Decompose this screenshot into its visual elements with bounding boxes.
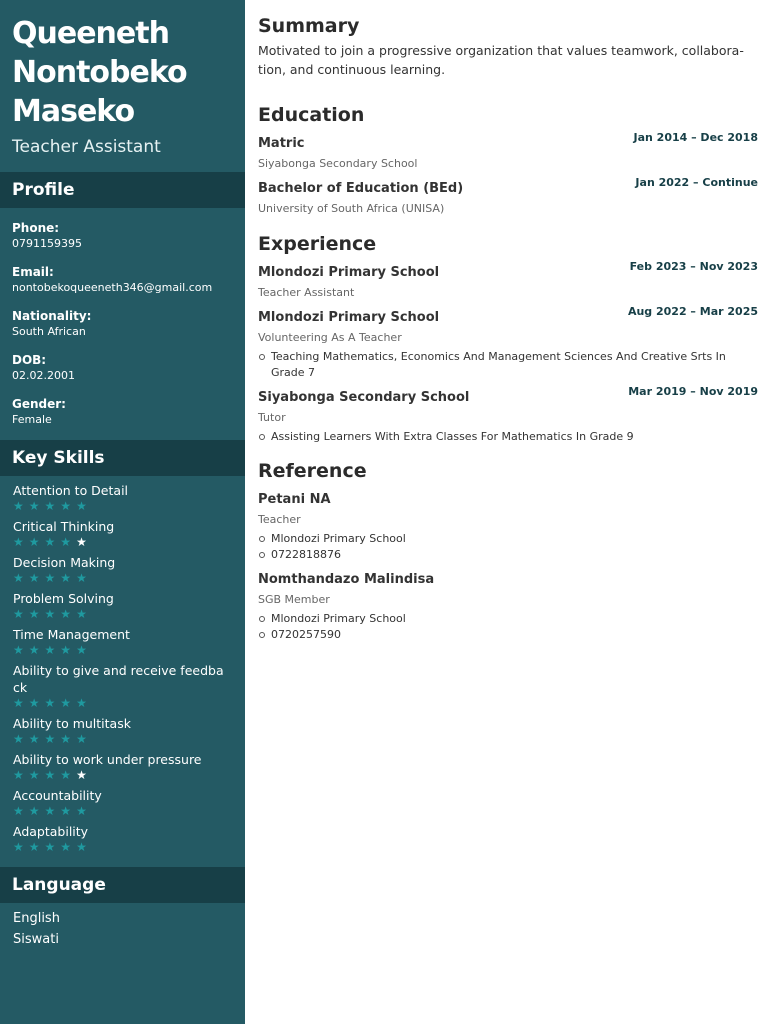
skill-item [13,823,232,854]
skill-rating [13,696,232,710]
star-icon: ★ [13,535,29,549]
skill-name: Time Management [13,627,130,642]
skill-name: Decision Making [13,555,116,570]
profile-label: Nationality: [12,309,92,323]
bullet-item: Mlondozi Primary School [258,611,758,627]
skill-item [13,715,232,746]
skill-name: Critical Thinking [13,519,115,534]
entry-item [258,385,758,445]
entry-item [258,305,758,381]
skills-heading: Key Skills [0,440,245,476]
profile-value: 02.02.2001 [12,369,75,382]
star-icon: ★ [76,768,92,782]
star-icon: ★ [28,571,45,585]
skill-rating [13,571,232,585]
skill-rating [13,768,232,782]
star-icon: ★ [28,643,45,657]
entry-title: Siyabonga Secondary School [258,390,470,405]
entry-item [258,131,758,172]
skill-item [13,751,232,782]
section-title: Experience [258,233,377,255]
bullet-list [258,531,758,563]
experience-section [258,232,758,445]
profile-list [0,208,245,427]
star-icon: ★ [13,840,29,854]
star-icon: ★ [44,535,61,549]
skill-item [13,554,232,585]
star-icon: ★ [13,696,29,710]
entry-item [258,491,758,563]
entry-subtitle: University of South Africa (UNISA) [258,202,445,215]
language-item: Siswati [13,932,59,947]
skill-name: Problem Solving [13,591,114,606]
skill-name: Adaptability [13,824,89,839]
entry-title: Petani NA [258,492,331,507]
profile-email [12,264,233,295]
skill-rating [13,607,232,621]
skill-rating [13,840,232,854]
main-content [258,14,758,643]
star-icon: ★ [76,571,92,585]
entry-title: Bachelor of Education (BEd) [258,181,464,196]
star-icon: ★ [60,607,77,621]
entry-date: Feb 2023 – Nov 2023 [629,260,758,273]
star-icon: ★ [28,840,45,854]
skill-item [13,787,232,818]
candidate-role: Teacher Assistant [12,137,161,157]
star-icon: ★ [28,499,45,513]
star-icon: ★ [28,535,45,549]
education-list [258,131,758,217]
profile-value: South African [12,325,86,338]
star-icon: ★ [13,768,29,782]
name-line: Nontobeko [12,55,187,90]
skill-name: Ability to give and receive feedba ck [13,663,224,695]
star-icon: ★ [28,732,45,746]
skill-rating [13,535,232,549]
skill-rating [13,732,232,746]
bullet-item: Teaching Mathematics, Economics And Management Sciences And Creative Srts In Grade 7 [258,349,758,381]
star-icon: ★ [76,535,92,549]
profile-nationality [12,308,233,339]
star-icon: ★ [76,696,92,710]
language-item: English [13,911,60,926]
star-icon: ★ [60,571,77,585]
star-icon: ★ [60,535,77,549]
entry-date: Jan 2022 – Continue [635,176,758,189]
reference-list [258,491,758,643]
star-icon: ★ [76,732,92,746]
entry-subtitle: Teacher Assistant [258,286,355,299]
entry-title: Nomthandazo Malindisa [258,572,435,587]
skills-list [0,476,245,854]
star-icon: ★ [60,840,77,854]
skill-item [13,482,232,513]
star-icon: ★ [28,768,45,782]
skill-item [13,662,232,710]
bullet-item: 0720257590 [258,627,758,643]
candidate-name [0,0,245,131]
star-icon: ★ [44,840,61,854]
star-icon: ★ [28,607,45,621]
star-icon: ★ [76,840,92,854]
skill-rating [13,499,232,513]
language-heading: Language [0,867,245,903]
star-icon: ★ [60,643,77,657]
entry-item [258,260,758,301]
language-list [0,903,245,950]
profile-value: 0791159395 [12,237,82,250]
entry-date: Aug 2022 – Mar 2025 [627,305,758,318]
bullet-item: 0722818876 [258,547,758,563]
profile-label: Email: [12,265,54,279]
star-icon: ★ [76,499,92,513]
entry-date: Jan 2014 – Dec 2018 [633,131,758,144]
skill-name: Ability to multitask [13,716,131,731]
skill-item [13,590,232,621]
skill-item [13,518,232,549]
sidebar [0,0,245,1024]
star-icon: ★ [44,643,61,657]
bullet-item: Mlondozi Primary School [258,531,758,547]
bullet-list [258,611,758,643]
star-icon: ★ [44,571,61,585]
profile-label: DOB: [12,353,47,367]
entry-subtitle: Teacher [258,513,301,526]
star-icon: ★ [28,804,45,818]
experience-list [258,260,758,445]
summary-text: Motivated to join a progressive organization that values teamwork, collabora-tion, and continuous learning. [258,43,744,77]
skill-rating [13,643,232,657]
bullet-list [258,349,758,381]
skill-item [13,626,232,657]
education-section [258,103,758,217]
bullet-item: Assisting Learners With Extra Classes For Mathematics In Grade 9 [258,429,758,445]
star-icon: ★ [13,499,29,513]
entry-subtitle: Siyabonga Secondary School [258,157,418,170]
star-icon: ★ [44,732,61,746]
star-icon: ★ [28,696,45,710]
profile-dob [12,352,233,383]
star-icon: ★ [44,499,61,513]
entry-title: Mlondozi Primary School [258,310,440,325]
skill-name: Attention to Detail [13,483,129,498]
entry-subtitle: Tutor [258,411,286,424]
profile-value: Female [12,413,52,426]
reference-section [258,459,758,643]
name-line: Queeneth [12,16,169,51]
section-title: Education [258,104,365,126]
star-icon: ★ [60,499,77,513]
skill-name: Ability to work under pressure [13,752,202,767]
star-icon: ★ [76,804,92,818]
star-icon: ★ [44,768,61,782]
star-icon: ★ [60,804,77,818]
star-icon: ★ [60,732,77,746]
summary-section [258,14,758,79]
skill-name: Accountability [13,788,102,803]
entry-item [258,571,758,643]
name-line: Maseko [12,94,135,129]
profile-value: nontobekoqueeneth346@gmail.com [12,281,213,294]
entry-date: Mar 2019 – Nov 2019 [628,385,758,398]
star-icon: ★ [76,643,92,657]
star-icon: ★ [13,607,29,621]
bullet-list [258,429,758,445]
star-icon: ★ [76,607,92,621]
profile-heading: Profile [0,172,245,208]
profile-phone [12,220,233,251]
star-icon: ★ [60,768,77,782]
entry-title: Mlondozi Primary School [258,265,440,280]
profile-label: Gender: [12,397,66,411]
star-icon: ★ [13,643,29,657]
profile-gender [12,396,233,427]
section-title: Summary [258,15,360,37]
star-icon: ★ [44,696,61,710]
star-icon: ★ [60,696,77,710]
entry-title: Matric [258,136,305,151]
star-icon: ★ [13,804,29,818]
entry-subtitle: SGB Member [258,593,330,606]
star-icon: ★ [13,732,29,746]
section-title: Reference [258,460,367,482]
star-icon: ★ [44,804,61,818]
star-icon: ★ [44,607,61,621]
entry-item [258,176,758,217]
entry-subtitle: Volunteering As A Teacher [258,331,402,344]
profile-label: Phone: [12,221,60,235]
star-icon: ★ [13,571,29,585]
skill-rating [13,804,232,818]
